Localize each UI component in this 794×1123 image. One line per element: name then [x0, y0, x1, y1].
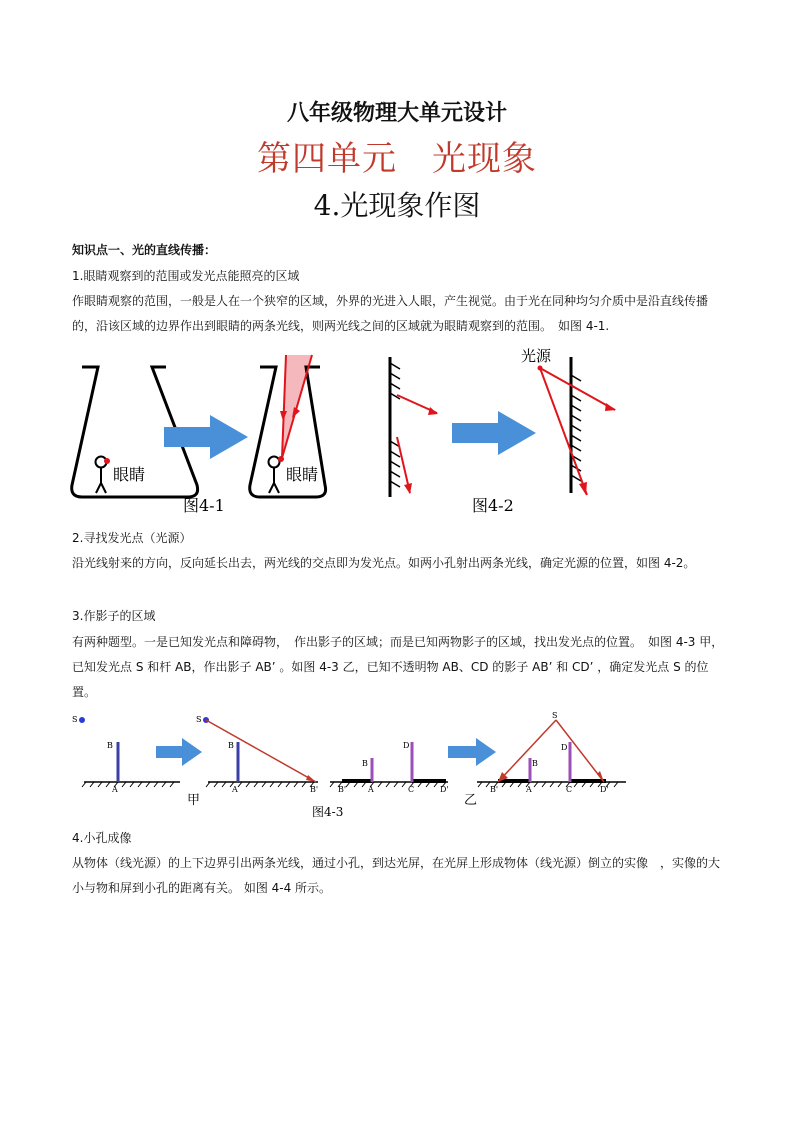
fig43-panel-3 — [330, 741, 449, 794]
label-jia: 甲 — [187, 793, 201, 808]
figure-4-1-4-2 — [60, 345, 740, 520]
label-s: S — [72, 715, 78, 724]
label-b-prime: B' — [310, 785, 319, 794]
fig43-caption: 图4-3 — [312, 805, 344, 819]
label-d-prime: D' — [440, 785, 449, 794]
label-s: S — [552, 711, 558, 720]
fig43-panel-4 — [477, 711, 626, 794]
lesson-title: 4.光现象作图 — [313, 189, 481, 222]
item4-body: 从物体（线光源）的上下边界引出两条光线，通过小孔，到达光屏，在光屏上形成物体（线光源）倒立的实像 ，实像的大小与物和屏到小孔的距离有关。 如图 4-4 所示。 — [72, 856, 721, 895]
fig41-caption: 图4-1 — [183, 496, 225, 515]
item2-title: 2.寻找发光点（光源） — [72, 531, 192, 545]
eye-label-right: 眼睛 — [286, 465, 319, 484]
label-c: C — [408, 785, 415, 794]
label-d-prime: D' — [600, 785, 609, 794]
person-right — [269, 456, 285, 493]
label-b-prime: B' — [490, 785, 499, 794]
item1-title: 1.眼睛观察到的范围或发光点能照亮的区域 — [72, 269, 300, 283]
label-c: C — [566, 785, 573, 794]
label-b: B — [362, 759, 368, 768]
label-b: B — [228, 741, 234, 750]
item4-title: 4.小孔成像 — [72, 831, 132, 845]
fig43-panel-2 — [196, 715, 318, 794]
label-a: A — [112, 785, 118, 794]
item3-title: 3.作影子的区域 — [72, 609, 156, 623]
label-a: A — [526, 785, 532, 794]
unit-title: 第四单元 光现象 — [257, 139, 537, 179]
transition-arrow-icon — [448, 738, 496, 766]
person-left — [96, 457, 111, 494]
label-b: B — [532, 759, 538, 768]
label-b: B — [107, 741, 113, 750]
label-s: S — [196, 715, 202, 724]
light-source-label: 光源 — [521, 347, 552, 365]
course-title: 八年级物理大单元设计 — [286, 100, 507, 126]
transition-arrow-icon — [164, 415, 248, 459]
label-d: D — [561, 743, 568, 752]
item2-body: 沿光线射来的方向，反向延长出去，两光线的交点即为发光点。如两小孔射出两条光线，确定光源的位置，如图 4-2。 — [72, 556, 696, 570]
item1-body: 作眼睛观察的范围，一般是人在一个狭窄的区域，外界的光进入人眼，产生视觉。由于光在同种均匀介质中是沿直线传播的，沿该区域的边界作出到眼睛的两条光线，则两光线之间的区域就为眼睛观察到的范围。 如图 4-1. — [72, 294, 709, 333]
label-yi: 乙 — [464, 793, 478, 808]
label-a: A — [232, 785, 238, 794]
figure-4-3 — [72, 708, 632, 823]
item3-body: 有两种题型。一是已知发光点和障碍物， 作出影子的区域；而是已知两物影子的区域，找出发光点的位置。 如图 4-3 甲，已知发光点 S 和杆 AB，作出影子 AB’ 。如图 4-3 乙，已知不透明物 AB、CD 的影子 AB’ 和 CD’ ，确定发光点 S 的位置。 — [72, 635, 724, 699]
section-heading: 知识点一、光的直线传播： — [72, 243, 217, 257]
label-d: D — [403, 741, 410, 750]
fig42-caption: 图4-2 — [472, 496, 514, 515]
transition-arrow-icon — [452, 411, 536, 455]
wall-right — [521, 347, 616, 495]
wall-left — [390, 357, 438, 497]
label-a: A — [368, 785, 374, 794]
transition-arrow-icon — [156, 738, 202, 766]
label-b-prime: B' — [338, 785, 347, 794]
eye-label-left: 眼睛 — [113, 465, 146, 484]
